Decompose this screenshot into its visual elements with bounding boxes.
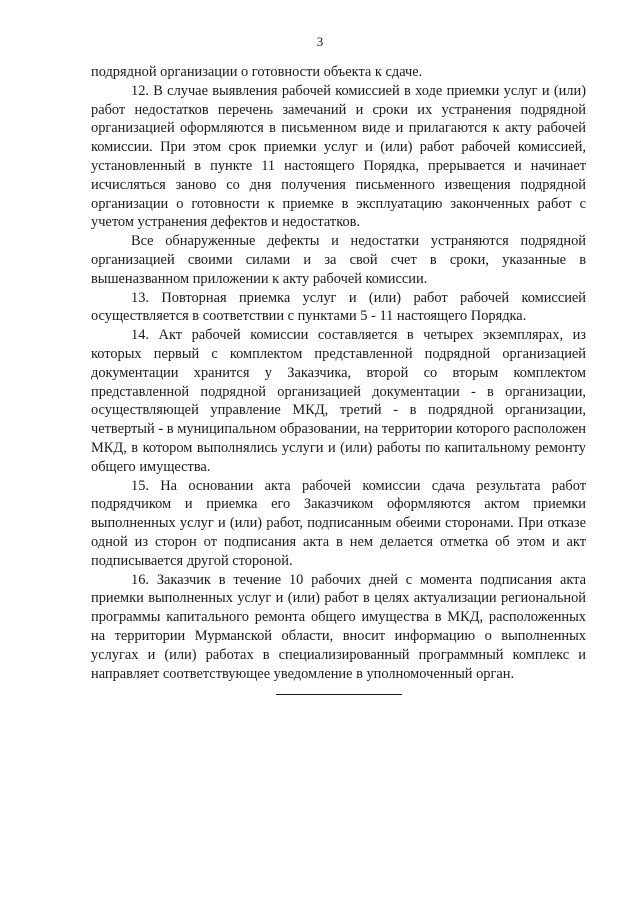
paragraph-16: 16. Заказчик в течение 10 рабочих дней с момента подписания акта приемки выполненных услуг и (или) работ в целях актуализации региональной программы капитального ремонта общего имущества в МКД, расположенных на территории Мурманской области, вносит информацию о выполненных услугах и (или) работах в специализированный программный комплекс и направляет соответствующее уведомление в уполномоченный орган. xyxy=(91,571,586,682)
paragraph-14: 14. Акт рабочей комиссии составляется в четырех экземплярах, из которых первый с комплектом представленной подрядной организацией документации хранится у Заказчика, второй со вторым комплектом представленной подрядной организацией документации - в организации, осуществляющей управление МКД, третий - в подрядной организации, четвертый - в муниципальном образовании, на территории которого расположен МКД, в котором выполнялись услуги и (или) работы по капитальному ремонту общего имущества. xyxy=(91,327,586,475)
paragraph-defects: Все обнаруженные дефекты и недостатки устраняются подрядной организацией своими силами и за свой счет в сроки, указанные в вышеназванном приложении к акту рабочей комиссии. xyxy=(91,233,586,287)
document-body xyxy=(91,63,586,683)
page-number: 3 xyxy=(316,34,324,49)
end-of-document-rule xyxy=(276,694,402,695)
paragraph-continuation: подрядной организации о готовности объекта к сдаче. xyxy=(91,64,423,80)
paragraph-13: 13. Повторная приемка услуг и (или) работ рабочей комиссией осуществляется в соответствии с пунктами 5 - 11 настоящего Порядка. xyxy=(91,289,586,325)
paragraph-12: 12. В случае выявления рабочей комиссией в ходе приемки услуг и (или) работ недостатков перечень замечаний и сроки их устранения подрядной организацией оформляются в письменном виде и прилагаются к акту рабочей комиссии. При этом срок приемки услуг и (или) работ рабочей комиссией, установленный в пункте 11 настоящего Порядка, прерывается и начинает исчисляться заново со дня получения письменного извещения подрядной организации о готовности к приемке в эксплуатацию законченных работ с учетом устранения дефектов и недостатков. xyxy=(91,82,586,231)
paragraph-15: 15. На основании акта рабочей комиссии сдача результата работ подрядчиком и приемка его Заказчиком оформляются актом приемки выполненных услуг и (или) работ, подписанным обеими сторонами. При отказе одной из сторон от подписания акта в нем делается отметка об этом и акт подписывается другой стороной. xyxy=(91,477,586,569)
